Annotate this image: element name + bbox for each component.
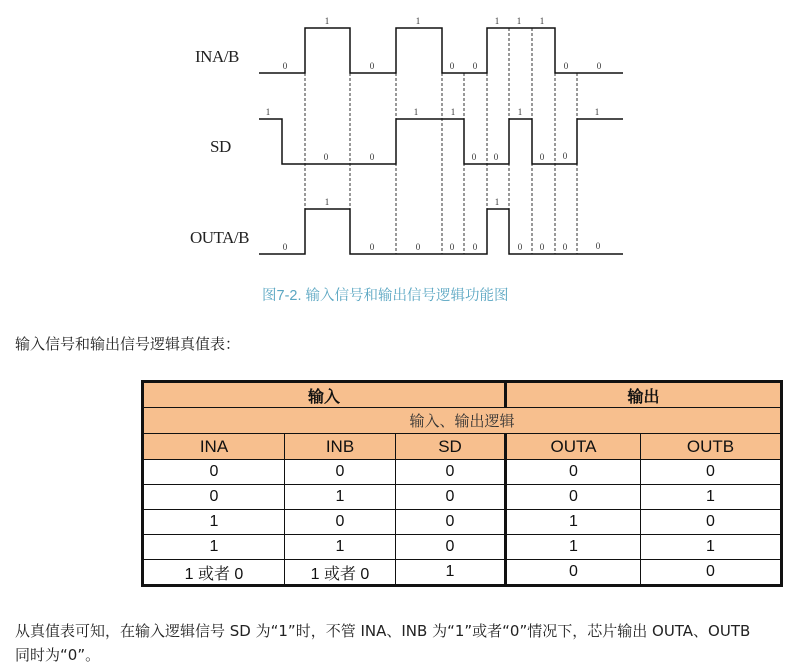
svg-text:0: 0 (493, 152, 499, 162)
column-header-outa: OUTA (506, 434, 641, 460)
cell-outb: 0 (641, 510, 782, 535)
table-row (143, 460, 782, 485)
column-header-sd: SD (396, 434, 506, 460)
table-subtitle: 输入、输出逻辑 (143, 408, 782, 434)
svg-text:0: 0 (472, 242, 478, 252)
cell-outb: 1 (641, 535, 782, 560)
table-subtitle-row (143, 408, 782, 434)
svg-text:1: 1 (415, 16, 421, 26)
level-value-labels (266, 16, 602, 252)
cell-outa: 1 (506, 535, 641, 560)
cell-outa: 0 (506, 460, 641, 485)
cell-outa: 1 (506, 510, 641, 535)
svg-text:1: 1 (494, 16, 500, 26)
cell-inb: 1 或者 0 (285, 560, 396, 586)
svg-text:0: 0 (282, 61, 288, 71)
table-row (143, 485, 782, 510)
svg-text:0: 0 (562, 151, 568, 161)
svg-text:0: 0 (323, 152, 329, 162)
cell-sd: 0 (396, 510, 506, 535)
svg-text:0: 0 (596, 61, 602, 71)
table-column-header-row (143, 434, 782, 460)
svg-text:0: 0 (472, 61, 478, 71)
cell-inb: 1 (285, 485, 396, 510)
conclusion-line-2: 同时为“0”。 (15, 646, 101, 664)
svg-text:0: 0 (369, 152, 375, 162)
cell-inb: 0 (285, 460, 396, 485)
cell-ina: 0 (143, 460, 285, 485)
table-row (143, 535, 782, 560)
table-row (143, 510, 782, 535)
cell-sd: 0 (396, 485, 506, 510)
svg-text:1: 1 (450, 107, 456, 117)
svg-text:1: 1 (516, 16, 522, 26)
svg-text:0: 0 (539, 152, 545, 162)
signal-label-ina: INA/B (195, 47, 239, 66)
svg-text:1: 1 (324, 16, 330, 26)
svg-text:1: 1 (494, 197, 500, 207)
svg-text:0: 0 (449, 242, 455, 252)
svg-text:0: 0 (282, 242, 288, 252)
column-header-inb: INB (285, 434, 396, 460)
ina-waveform (259, 28, 623, 73)
cell-ina: 1 (143, 510, 285, 535)
svg-text:1: 1 (594, 107, 600, 117)
column-header-outb: OUTB (641, 434, 782, 460)
svg-text:0: 0 (415, 242, 421, 252)
signal-label-sd: SD (210, 137, 231, 156)
group-header-input: 输入 (143, 382, 506, 408)
truth-table (141, 380, 783, 587)
svg-text:0: 0 (562, 242, 568, 252)
time-guide-lines (305, 28, 577, 254)
svg-text:0: 0 (449, 61, 455, 71)
cell-outb: 0 (641, 460, 782, 485)
cell-outb: 0 (641, 560, 782, 586)
figure-caption: 图7-2. 输入信号和输出信号逻辑功能图 (262, 288, 509, 304)
cell-inb: 1 (285, 535, 396, 560)
signal-label-out: OUTA/B (190, 228, 249, 247)
timing-waveforms (0, 0, 803, 270)
table-intro-text: 输入信号和输出信号逻辑真值表： (15, 335, 241, 353)
logic-timing-diagram (0, 0, 803, 270)
svg-text:1: 1 (539, 16, 545, 26)
cell-sd: 0 (396, 460, 506, 485)
conclusion-line-1: 从真值表可知，在输入逻辑信号 SD 为“1”时，不管 INA、INB 为“1”或者“0”情况下，芯片输出 OUTA、OUTB (15, 622, 751, 640)
svg-text:0: 0 (595, 241, 601, 251)
svg-text:0: 0 (517, 242, 523, 252)
table-group-header-row (143, 382, 782, 408)
svg-text:0: 0 (539, 242, 545, 252)
cell-sd: 1 (396, 560, 506, 586)
cell-outa: 0 (506, 560, 641, 586)
svg-text:0: 0 (563, 61, 569, 71)
group-header-output: 输出 (506, 382, 782, 408)
cell-inb: 0 (285, 510, 396, 535)
svg-text:1: 1 (265, 107, 271, 117)
cell-ina: 0 (143, 485, 285, 510)
cell-outb: 1 (641, 485, 782, 510)
cell-ina: 1 (143, 535, 285, 560)
svg-text:1: 1 (517, 107, 523, 117)
conclusion-paragraph (15, 619, 803, 667)
svg-text:0: 0 (471, 152, 477, 162)
out-waveform (259, 209, 623, 254)
svg-text:0: 0 (369, 61, 375, 71)
cell-sd: 0 (396, 535, 506, 560)
svg-text:1: 1 (324, 197, 330, 207)
sd-waveform (259, 119, 623, 164)
cell-outa: 0 (506, 485, 641, 510)
cell-ina: 1 或者 0 (143, 560, 285, 586)
svg-text:0: 0 (369, 242, 375, 252)
svg-text:1: 1 (413, 107, 419, 117)
table-row (143, 560, 782, 586)
column-header-ina: INA (143, 434, 285, 460)
